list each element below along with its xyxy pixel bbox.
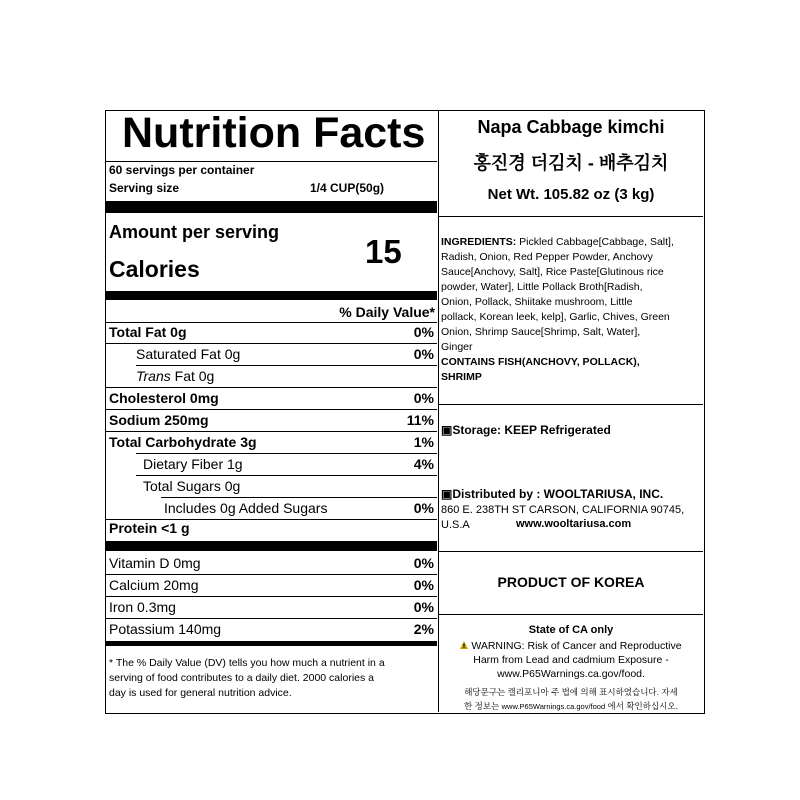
nutrient-name: Saturated Fat 0g: [136, 346, 241, 362]
product-name-korean: 홍진경 더김치 - 배추김치: [473, 153, 669, 173]
vitamin-row: [106, 618, 437, 640]
prop65-title: State of CA only: [528, 624, 614, 636]
distributor-address: 860 E. 238TH ST CARSON, CALIFORNIA 90745,: [441, 504, 685, 516]
nutrient-name: Includes 0g Added Sugars: [164, 500, 328, 516]
nutrient-row: [106, 409, 437, 431]
nutrient-name: Total Sugars 0g: [143, 478, 241, 494]
nutrition-facts-title: Nutrition Facts: [122, 109, 426, 157]
product-info-panel: [439, 111, 703, 712]
vitamin-row: [106, 552, 437, 574]
nutrient-row: [106, 387, 437, 409]
nutrient-name: Sodium 250mg: [109, 412, 209, 428]
nutrition-label-panel: [105, 110, 705, 714]
trans-rest: Fat 0g: [170, 368, 215, 384]
servings-per-container: 60 servings per container: [109, 163, 255, 177]
daily-value-header: % Daily Value*: [339, 304, 435, 320]
nutrient-dv: 11%: [406, 412, 434, 428]
net-weight: Net Wt. 105.82 oz (3 kg): [487, 186, 655, 203]
nutrient-dv: 0%: [413, 346, 434, 362]
prop65-korean-notice: 해당문구는 캘리포니아 주 법에 의해 표시하였습니다. 자세 한 정보는 www.P65Warnings.ca.gov/food 에서 확인하십시오.: [464, 687, 678, 711]
vitamin-name: Calcium 20mg: [109, 577, 199, 593]
warning-triangle-icon: [460, 641, 468, 649]
nutrient-row: [106, 321, 437, 343]
ingredients-block: INGREDIENTS: Pickled Cabbage[Cabbage, Salt], Radish, Onion, Red Pepper Powder, Anchovy Sauce[Anchovy, Salt], Rice Paste[Glutinous rice powder, Water], Little Pollack Broth[Radish, Onion, Pollack, Shiitake mushroom, Little pollack, Korean leek, kelp], Garlic, Chives, Green Onion, Shrimp Sauce[Shrimp, Salt, Water], Ginger CONTAINS FISH(ANCHOVY, POLLACK), SHRIMP: [441, 235, 701, 385]
nutrient-name: [136, 368, 214, 384]
nutrient-row: [106, 431, 437, 453]
nutrient-row: [106, 343, 437, 365]
vitamin-dv: 0%: [413, 555, 434, 571]
storage-info: ▣Storage: KEEP Refrigerated: [441, 423, 611, 437]
distributor-country: U.S.A: [441, 519, 470, 531]
vitamin-row: [106, 574, 437, 596]
nutrient-dv: 1%: [413, 434, 434, 450]
vitamin-row: [106, 596, 437, 618]
nutrient-name: Cholesterol 0mg: [109, 390, 219, 406]
nutrient-dv: 0%: [413, 500, 434, 516]
vitamin-name: Potassium 140mg: [109, 621, 222, 637]
country-of-origin: PRODUCT OF KOREA: [497, 574, 645, 590]
trans-italic: Trans: [136, 368, 171, 384]
nutrient-name: Total Fat 0g: [109, 324, 187, 340]
product-name-english: Napa Cabbage kimchi: [477, 117, 665, 137]
distributor-name: ▣Distributed by : WOOLTARIUSA, INC.: [441, 487, 664, 501]
vitamin-dv: 0%: [413, 599, 434, 615]
ingredients-label: INGREDIENTS:: [441, 236, 517, 248]
calories-label: Calories: [109, 256, 200, 282]
vitamin-dv: 2%: [413, 621, 434, 637]
dv-footnote: * The % Daily Value (DV) tells you how much a nutrient in a serving of food contributes to a daily diet. 2000 calories a day is used for general nutrition advice.: [109, 657, 385, 699]
nutrient-row: [106, 497, 437, 519]
nutrient-row: [106, 365, 437, 387]
nutrient-name: Dietary Fiber 1g: [143, 456, 243, 472]
vitamin-name: Iron 0.3mg: [109, 599, 176, 615]
nutrient-name: Total Carbohydrate 3g: [109, 434, 257, 450]
nutrient-dv: 4%: [413, 456, 434, 472]
nutrient-name: Protein <1 g: [109, 520, 190, 536]
nutrient-dv: 0%: [413, 390, 434, 406]
nutrient-row: [106, 517, 437, 539]
nutrient-dv: 0%: [413, 324, 434, 340]
allergen-contains: CONTAINS FISH(ANCHOVY, POLLACK),: [441, 356, 640, 368]
distributor-website: www.wooltariusa.com: [516, 518, 632, 530]
vitamin-name: Vitamin D 0mg: [109, 555, 201, 571]
vitamin-dv: 0%: [413, 577, 434, 593]
nutrition-facts-panel: [106, 111, 439, 712]
serving-size-label: Serving size: [109, 181, 180, 195]
calories-value: 15: [365, 233, 402, 270]
serving-size-value: 1/4 CUP(50g): [310, 181, 385, 195]
prop65-warning: WARNING: Risk of Cancer and Reproductive Harm from Lead and cadmium Exposure - www.P65Warnings.ca.gov/food.: [439, 639, 703, 681]
nutrient-row: [106, 453, 437, 475]
nutrient-row: [106, 475, 437, 497]
amount-per-serving: Amount per serving: [109, 222, 280, 242]
